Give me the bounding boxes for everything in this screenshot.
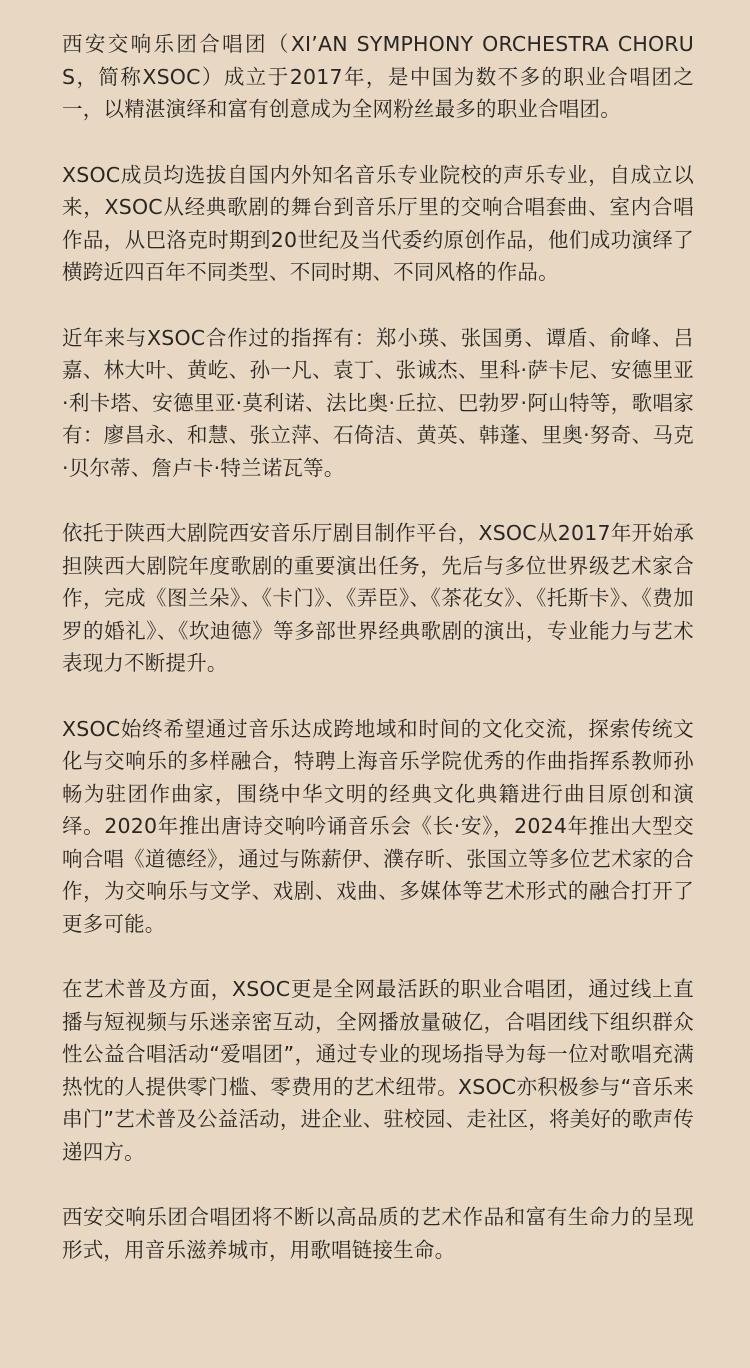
paragraph-introduction: 西安交响乐团合唱团（XI’AN SYMPHONY ORCHESTRA CHORUS，简称XSOC）成立于2017年，是中国为数不多的职业合唱团之一，以精湛演绎和富有创意成为全网粉丝最多的职业合唱团。: [62, 32, 694, 121]
paragraph-members: XSOC成员均选拔自国内外知名音乐专业院校的声乐专业，自成立以来，XSOC从经典歌剧的舞台到音乐厅里的交响合唱套曲、室内合唱作品，从巴洛克时期到20世纪及当代委约原创作品，他们成功演绎了横跨近四百年不同类型、不同时期、不同风格的作品。: [62, 162, 694, 284]
paragraph-cultural-exchange: XSOC始终希望通过音乐达成跨地域和时间的文化交流，探索传统文化与交响乐的多样融合，特聘上海音乐学院优秀的作曲指挥系教师孙畅为驻团作曲家，围绕中华文明的经典文化典籍进行曲目原创和演绎。2020年推出唐诗交响吟诵音乐会《长·安》，2024年推出大型交响合唱《道德经》，通过与陈薪伊、濮存昕、张国立等多位艺术家的合作，为交响乐与文学、戏剧、戏曲、多媒体等艺术形式的融合打开了更多可能。: [62, 716, 694, 936]
paragraph-opera-performances: 依托于陕西大剧院西安音乐厅剧目制作平台，XSOC从2017年开始承担陕西大剧院年度歌剧的重要演出任务，先后与多位世界级艺术家合作，完成《图兰朵》、《卡门》、《弄臣》、《茶花女》、《托斯卡》、《费加罗的婚礼》、《坎迪德》等多部世界经典歌剧的演出，专业能力与艺术表现力不断提升。: [62, 521, 694, 675]
paragraph-art-popularization: 在艺术普及方面，XSOC更是全网最活跃的职业合唱团，通过线上直播与短视频与乐迷亲密互动，全网播放量破亿，合唱团线下组织群众性公益合唱活动“爱唱团”，通过专业的现场指导为每一位对歌唱充满热忱的人提供零门槛、零费用的艺术纽带。XSOC亦积极参与“音乐来串门”艺术普及公益活动，进企业、驻校园、走社区，将美好的歌声传递四方。: [62, 977, 694, 1164]
paragraph-collaborators: 近年来与XSOC合作过的指挥有：郑小瑛、张国勇、谭盾、俞峰、吕嘉、林大叶、黄屹、孙一凡、袁丁、张诚杰、里科·萨卡尼、安德里亚·利卡塔、安德里亚·莫利诺、法比奥·丘拉、巴勃罗·阿山特等，歌唱家有：廖昌永、和慧、张立萍、石倚洁、黄英、韩蓬、里奥·努奇、马克·贝尔蒂、詹卢卡·特兰诺瓦等。: [62, 325, 694, 480]
paragraph-conclusion: 西安交响乐团合唱团将不断以高品质的艺术作品和富有生命力的呈现形式，用音乐滋养城市，用歌唱链接生命。: [62, 1205, 694, 1262]
